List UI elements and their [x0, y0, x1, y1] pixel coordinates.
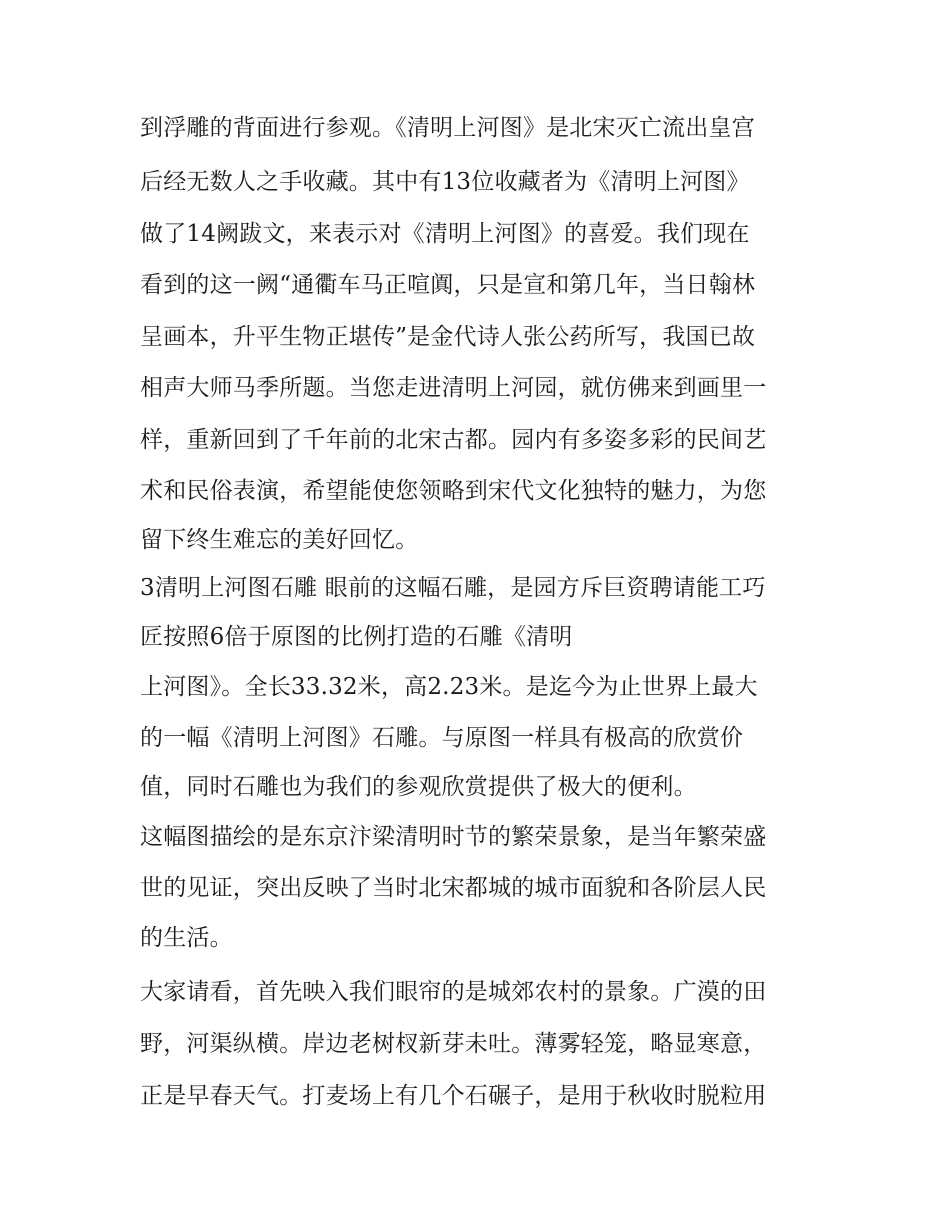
text-line: 值，同时石雕也为我们的参观欣赏提供了极大的便利。	[140, 774, 697, 800]
text-line: 留下终生难忘的美好回忆。	[140, 527, 419, 553]
text-line: 的生活。	[140, 925, 233, 951]
text-line: 样，重新回到了千年前的北宋古都。园内有多姿多彩的民间艺	[140, 427, 767, 453]
text-line: 术和民俗表演，希望能使您领略到宋代文化独特的魅力，为您	[140, 478, 767, 504]
text-line: 相声大师马季所题。当您走进清明上河园，就仿佛来到画里一	[140, 375, 767, 401]
text-line: 到浮雕的背面进行参观。《清明上河图》是北宋灭亡流出皇宫	[140, 115, 755, 141]
text-line: 正是早春天气。打麦场上有几个石碾子，是用于秋收时脱粒用	[140, 1083, 767, 1109]
text-line: 匠按照6倍于原图的比例打造的石雕《清明	[140, 624, 573, 650]
text-line: 呈画本，升平生物正堪传”是金代诗人张公药所写，我国已故	[140, 324, 756, 350]
text-line: 大家请看，首先映入我们眼帘的是城郊农村的景象。广漠的田	[140, 979, 767, 1005]
text-line: 做了14阙跋文，来表示对《清明上河图》的喜爱。我们现在	[140, 221, 750, 247]
text-line: 的一幅《清明上河图》石雕。与原图一样具有极高的欣赏价	[140, 725, 744, 751]
text-line: 世的见证，突出反映了当时北宋都城的城市面貌和各阶层人民	[140, 875, 767, 901]
text-line: 上河图》。全长33.32米，高2.23米。是迄今为止世界上最大	[140, 674, 758, 700]
text-line: 这幅图描绘的是东京汴梁清明时节的繁荣景象，是当年繁荣盛	[140, 824, 767, 850]
text-line: 看到的这一阙“通衢车马正喧阗，只是宣和第几年，当日翰林	[140, 272, 756, 298]
text-line: 3清明上河图石雕 眼前的这幅石雕，是园方斥巨资聘请能工巧	[140, 575, 766, 601]
text-line: 后经无数人之手收藏。其中有13位收藏者为《清明上河图》	[140, 169, 750, 195]
text-line: 野，河渠纵横。岸边老树杈新芽未吐。薄雾轻笼，略显寒意，	[140, 1031, 767, 1057]
